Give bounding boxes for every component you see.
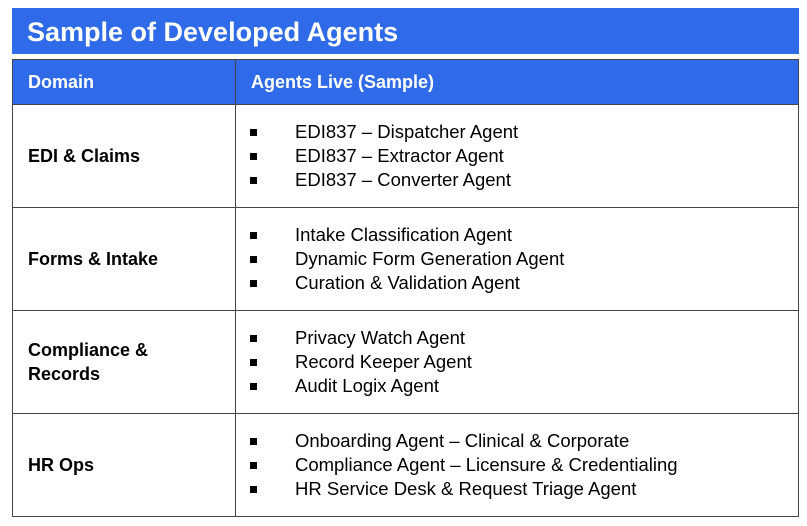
domain-cell: HR Ops — [13, 414, 236, 517]
square-bullet-icon — [250, 335, 257, 342]
list-item — [250, 429, 798, 453]
table-row — [13, 311, 799, 414]
table-row — [13, 105, 799, 208]
agent-name: EDI837 – Dispatcher Agent — [295, 121, 519, 142]
square-bullet-icon — [250, 462, 257, 469]
agent-name: Record Keeper Agent — [295, 351, 472, 372]
list-item — [250, 144, 798, 168]
list-item — [250, 326, 798, 350]
agent-name: EDI837 – Extractor Agent — [295, 145, 504, 166]
list-item — [250, 350, 798, 374]
list-item — [250, 453, 798, 477]
agent-list — [250, 326, 798, 398]
square-bullet-icon — [250, 486, 257, 493]
agent-name: Onboarding Agent – Clinical & Corporate — [295, 430, 630, 451]
square-bullet-icon — [250, 177, 257, 184]
agents-table — [12, 59, 799, 517]
domain-cell: EDI & Claims — [13, 105, 236, 208]
list-item — [250, 271, 798, 295]
list-item — [250, 168, 798, 192]
agent-name: HR Service Desk & Request Triage Agent — [295, 478, 637, 499]
agent-list — [250, 429, 798, 501]
agents-cell — [236, 311, 799, 414]
agent-name: Compliance Agent – Licensure & Credentialing — [295, 454, 678, 475]
square-bullet-icon — [250, 232, 257, 239]
agent-name: Intake Classification Agent — [295, 224, 512, 245]
agents-cell — [236, 105, 799, 208]
header-agents-live: Agents Live (Sample) — [236, 60, 799, 105]
square-bullet-icon — [250, 438, 257, 445]
agent-list — [250, 120, 798, 192]
square-bullet-icon — [250, 129, 257, 136]
square-bullet-icon — [250, 280, 257, 287]
page-title: Sample of Developed Agents — [12, 8, 799, 54]
list-item — [250, 247, 798, 271]
table-header-row — [13, 60, 799, 105]
list-item — [250, 120, 798, 144]
agent-name: Curation & Validation Agent — [295, 272, 520, 293]
domain-cell: Compliance & Records — [13, 311, 236, 414]
square-bullet-icon — [250, 153, 257, 160]
square-bullet-icon — [250, 383, 257, 390]
agent-name: EDI837 – Converter Agent — [295, 169, 511, 190]
agents-cell — [236, 208, 799, 311]
agent-list — [250, 223, 798, 295]
table-row — [13, 414, 799, 517]
list-item — [250, 374, 798, 398]
list-item — [250, 477, 798, 501]
table-row — [13, 208, 799, 311]
agent-name: Privacy Watch Agent — [295, 327, 465, 348]
list-item — [250, 223, 798, 247]
agent-name: Dynamic Form Generation Agent — [295, 248, 565, 269]
agents-cell — [236, 414, 799, 517]
domain-cell: Forms & Intake — [13, 208, 236, 311]
header-domain: Domain — [13, 60, 236, 105]
agent-name: Audit Logix Agent — [295, 375, 439, 396]
square-bullet-icon — [250, 359, 257, 366]
square-bullet-icon — [250, 256, 257, 263]
